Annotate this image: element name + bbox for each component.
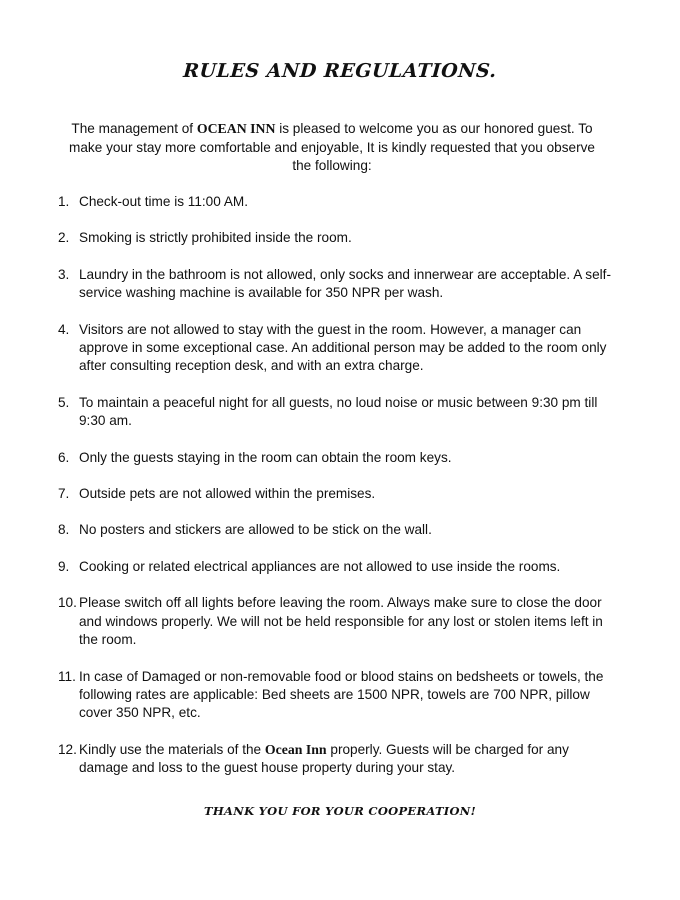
rule-number: 6. (58, 449, 70, 465)
rule-number: 4. (58, 321, 70, 337)
rule-text-start: Kindly use the materials of the (79, 741, 265, 757)
rule-item-11 (58, 668, 618, 723)
rule-text: Visitors are not allowed to stay with the guest in the room. However, a manager can approve in some exceptional case. An additional person may be added to the room only after consulting reception desk, and with an extra charge. (79, 321, 607, 374)
rule-item-6 (58, 449, 618, 467)
rule-number: 5. (58, 394, 70, 410)
rule-item-1 (58, 193, 618, 211)
rule-item-9 (58, 558, 618, 576)
rule-text: Check-out time is 11:00 AM. (79, 194, 248, 209)
rule-number: 12. (58, 741, 77, 757)
rule-number: 8. (58, 522, 70, 538)
rules-list (58, 193, 618, 778)
rule-number: 1. (58, 194, 70, 209)
document-title: RULES AND REGULATIONS. (182, 60, 498, 82)
intro-text-end: is pleased to welcome you as our honored guest. To make your stay more comfortable and enjoyable, It is kindly requested that you observe the following: (69, 121, 595, 173)
intro-paragraph (58, 120, 606, 176)
rule-text: Cooking or related electrical appliances are not allowed to use inside the rooms. (79, 558, 561, 574)
rule-text: Only the guests staying in the room can obtain the room keys. (79, 449, 452, 465)
rule-item-12 (58, 741, 618, 778)
rule-text: Laundry in the bathroom is not allowed, only socks and innerwear are acceptable. A self-service washing machine is available for 350 NPR per wash. (79, 266, 611, 301)
rule-text (79, 741, 618, 778)
rule-text-end: properly. Guests will be charged for any damage and loss to the guest house property during your stay. (79, 741, 569, 776)
thank-you-note: THANK YOU FOR YOUR COOPERATION! (204, 804, 476, 818)
rule-text: In case of Damaged or non-removable food or blood stains on bedsheets or towels, the following rates are applicable: Bed sheets are 1500 NPR, towels are 700 NPR, pillow cover 350 NPR, etc. (79, 668, 604, 721)
rule-item-10 (58, 594, 618, 649)
rule-item-3 (58, 266, 618, 303)
rule-number: 2. (58, 230, 70, 246)
rule-text: Outside pets are not allowed within the premises. (79, 486, 376, 502)
rule-item-2 (58, 229, 618, 247)
rule-number: 10. (58, 595, 77, 611)
rule-item-4 (58, 321, 618, 376)
rule-number: 9. (58, 558, 70, 574)
rule-number: 3. (58, 266, 70, 282)
intro-text-start: The management of (71, 121, 197, 136)
rule-text: Smoking is strictly prohibited inside the room. (79, 230, 352, 246)
rule-item-5 (58, 394, 618, 431)
rule-text: No posters and stickers are allowed to be stick on the wall. (79, 522, 432, 538)
brand-name: OCEAN INN (196, 121, 276, 136)
rule-text: Please switch off all lights before leaving the room. Always make sure to close the door and windows properly. We will not be held responsible for any lost or stolen items left in the room. (79, 595, 603, 648)
brand-name: Ocean Inn (264, 741, 327, 757)
rule-item-7 (58, 485, 618, 503)
rule-number: 7. (58, 486, 70, 502)
rule-item-8 (58, 521, 618, 539)
rule-number: 11. (58, 668, 76, 684)
rule-text: To maintain a peaceful night for all guests, no loud noise or music between 9:30 pm till 9:30 am. (79, 394, 598, 429)
